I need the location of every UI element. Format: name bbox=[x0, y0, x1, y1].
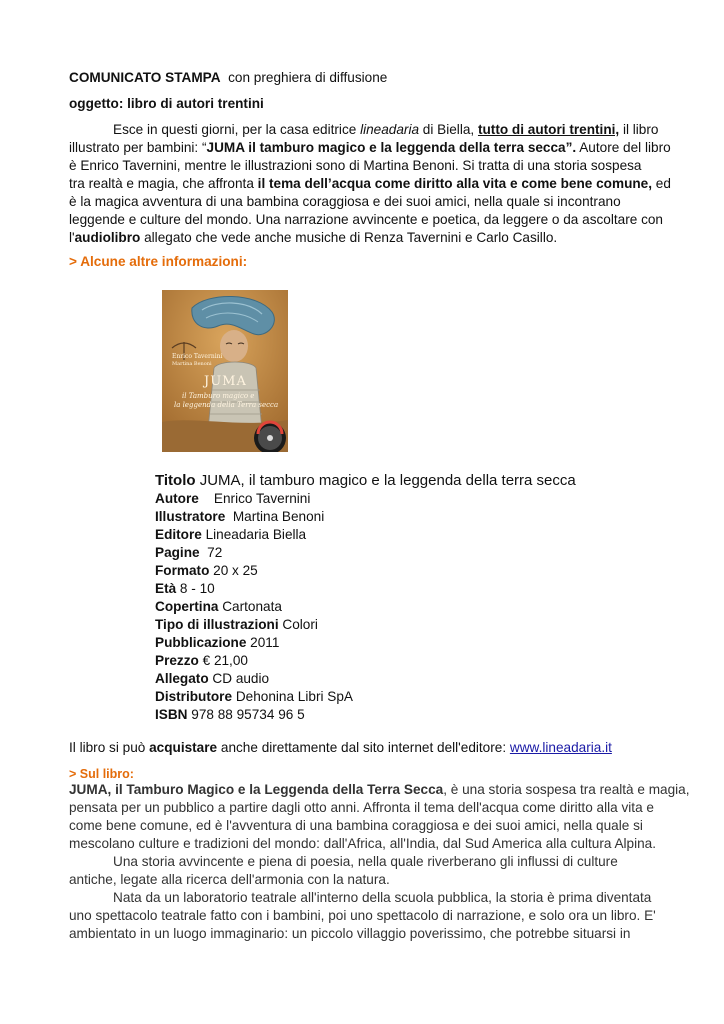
meta-label: Pubblicazione bbox=[155, 635, 247, 650]
intro-text: illustrato per bambini: “ bbox=[69, 140, 207, 155]
cover-illustration bbox=[162, 290, 288, 452]
intro-line-6: leggende e culture del mondo. Una narrazione avvincente e poetica, da leggere o da ascoltare con bbox=[69, 212, 663, 227]
meta-prezzo bbox=[155, 652, 248, 670]
meta-allegato bbox=[155, 670, 269, 688]
press-label: COMUNICATO STAMPA bbox=[69, 70, 221, 85]
meta-value: Lineadaria Biella bbox=[201, 527, 307, 542]
meta-value: 72 bbox=[199, 545, 223, 560]
meta-value: Martina Benoni bbox=[225, 509, 325, 524]
meta-label: Pagine bbox=[155, 545, 200, 560]
meta-pagine bbox=[155, 544, 222, 562]
cover-title: JUMA bbox=[204, 374, 247, 389]
meta-label: Distributore bbox=[155, 689, 233, 704]
meta-value: 2011 bbox=[246, 635, 280, 650]
meta-formato bbox=[155, 562, 258, 580]
about-line-1 bbox=[69, 781, 690, 799]
about-title-emphasis: JUMA, il Tamburo Magico e la Leggenda della Terra Secca bbox=[69, 782, 444, 797]
meta-value: Dehonina Libri SpA bbox=[232, 689, 353, 704]
meta-value: 8 - 10 bbox=[176, 581, 215, 596]
about-line-7: Nata da un laboratorio teatrale all'interno della scuola pubblica, la storia è prima diventata bbox=[113, 890, 652, 905]
cover-subtitle-2: la leggenda della Terra secca bbox=[174, 401, 279, 409]
purchase-text: Il libro si può bbox=[69, 740, 150, 755]
intro-line-3: è Enrico Tavernini, mentre le illustrazioni sono di Martina Benoni. Si tratta di una storia sospesa bbox=[69, 158, 642, 173]
intro-text: ed bbox=[652, 176, 671, 191]
meta-value: Colori bbox=[278, 617, 318, 632]
meta-label: Copertina bbox=[155, 599, 219, 614]
meta-value: JUMA, il tamburo magico e la leggenda della terra secca bbox=[195, 472, 576, 489]
publisher-website-link[interactable]: www.lineadaria.it bbox=[509, 740, 612, 755]
trentini-emphasis: tutto di autori trentini, bbox=[477, 122, 620, 137]
about-line-5: Una storia avvincente e piena di poesia, nella quale riverberano gli influssi di culture bbox=[113, 854, 618, 869]
intro-text: di Biella, bbox=[419, 122, 478, 137]
press-suffix: con preghiera di diffusione bbox=[228, 70, 388, 85]
cover-author: Enrico Tavernini bbox=[172, 353, 223, 360]
about-line-2: pensata per un pubblico a partire dagli otto anni. Affronta il tema dell'acqua come diritto alla vita e bbox=[69, 800, 654, 815]
water-theme-emphasis: il tema dell’acqua come diritto alla vita e come bene comune, bbox=[257, 176, 653, 191]
meta-value: € 21,00 bbox=[198, 653, 248, 668]
about-line-4: mescolano culture e tradizioni del mondo: dall'Africa, all'India, dal Sud America alla cultura Alpina. bbox=[69, 836, 657, 851]
meta-value: 978 88 95734 96 5 bbox=[187, 707, 305, 722]
more-info-heading: > Alcune altre informazioni: bbox=[69, 254, 248, 269]
meta-isbn bbox=[155, 706, 305, 724]
meta-illustratore bbox=[155, 508, 324, 526]
intro-text: tra realtà e magia, che affronta bbox=[69, 176, 258, 191]
meta-pubblicazione bbox=[155, 634, 279, 652]
about-line-8: uno spettacolo teatrale fatto con i bambini, poi uno spettacolo di narrazione, e solo ora un libro. E' bbox=[69, 908, 656, 923]
meta-label: ISBN bbox=[155, 707, 188, 722]
book-title-emphasis: JUMA il tamburo magico e la leggenda della terra secca”. bbox=[206, 140, 577, 155]
meta-label: Tipo di illustrazioni bbox=[155, 617, 279, 632]
meta-label: Allegato bbox=[155, 671, 209, 686]
meta-value: Cartonata bbox=[218, 599, 282, 614]
purchase-text: anche direttamente dal sito internet dell'editore: bbox=[217, 740, 510, 755]
subject-line: oggetto: libro di autori trentini bbox=[69, 96, 264, 111]
about-line-9: ambientato in un luogo immaginario: un piccolo villaggio poverissimo, che potrebbe situarsi in bbox=[69, 926, 631, 941]
about-text: , è una storia sospesa tra realtà e magia, bbox=[443, 782, 690, 797]
purchase-emphasis: acquistare bbox=[149, 740, 218, 755]
meta-value: Enrico Tavernini bbox=[198, 491, 311, 506]
press-header bbox=[69, 69, 387, 87]
meta-label: Illustratore bbox=[155, 509, 226, 524]
intro-line-2 bbox=[69, 139, 671, 157]
meta-label: Titolo bbox=[155, 472, 196, 489]
meta-autore bbox=[155, 490, 310, 508]
intro-line-1 bbox=[69, 121, 658, 139]
intro-text: Autore del libro bbox=[576, 140, 671, 155]
publisher-name: lineadaria bbox=[360, 122, 420, 137]
meta-editore bbox=[155, 526, 306, 544]
meta-label: Editore bbox=[155, 527, 202, 542]
cover-illustrator: Martina Benoni bbox=[172, 361, 212, 367]
cover-subtitle-1: il Tamburo magico e bbox=[182, 392, 255, 400]
intro-text: l' bbox=[69, 230, 75, 245]
audiobook-emphasis: audiolibro bbox=[74, 230, 141, 245]
meta-eta bbox=[155, 580, 215, 598]
intro-text: allegato che vede anche musiche di Renza Tavernini e Carlo Casillo. bbox=[140, 230, 558, 245]
about-line-3: come bene comune, ed è l'avventura di una bambina coraggiosa e dei suoi amici, nella quale si bbox=[69, 818, 643, 833]
book-cover-image bbox=[162, 290, 288, 452]
intro-text: il libro bbox=[619, 122, 659, 137]
meta-tipo-illustrazioni bbox=[155, 616, 318, 634]
intro-text: Esce in questi giorni, per la casa editrice bbox=[113, 122, 361, 137]
purchase-line bbox=[69, 739, 612, 757]
about-line-6: antiche, legate alla ricerca dell'armonia con la natura. bbox=[69, 872, 390, 887]
meta-titolo bbox=[155, 472, 576, 490]
intro-line-5: è la magica avventura di una bambina coraggiosa e dei suoi amici, nella quale si incontrano bbox=[69, 194, 621, 209]
intro-line-4 bbox=[69, 175, 671, 193]
about-heading: > Sul libro: bbox=[69, 767, 134, 781]
meta-value: CD audio bbox=[208, 671, 270, 686]
meta-value: 20 x 25 bbox=[209, 563, 258, 578]
meta-label: Età bbox=[155, 581, 177, 596]
meta-label: Autore bbox=[155, 491, 199, 506]
intro-line-7 bbox=[69, 229, 557, 247]
meta-copertina bbox=[155, 598, 282, 616]
meta-label: Formato bbox=[155, 563, 210, 578]
meta-label: Prezzo bbox=[155, 653, 199, 668]
meta-distributore bbox=[155, 688, 353, 706]
